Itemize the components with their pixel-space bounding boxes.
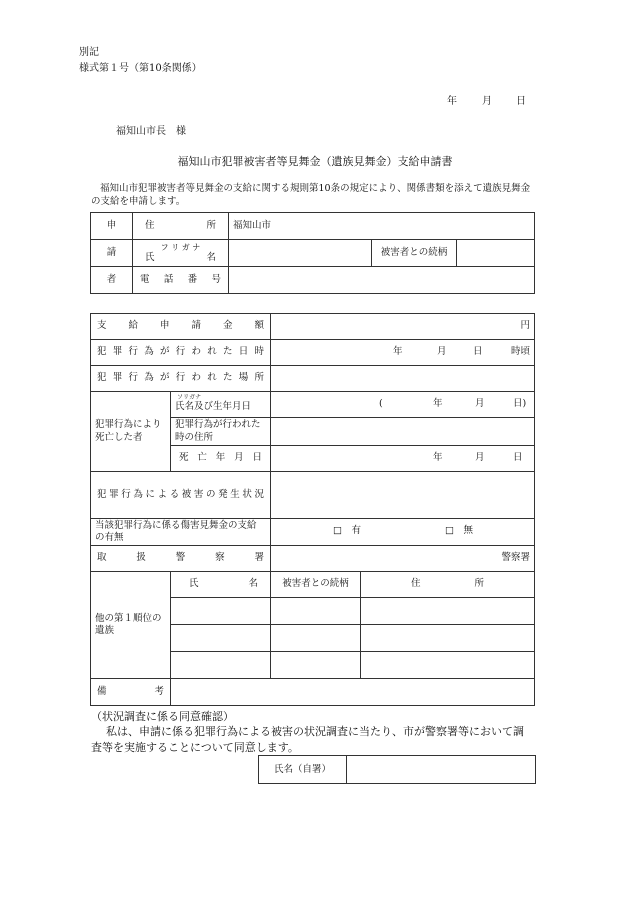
heir-1-relation[interactable] bbox=[271, 598, 361, 625]
name-dob-field[interactable] bbox=[271, 392, 535, 418]
police-label: 取扱警察署 bbox=[91, 546, 271, 572]
checkbox-yes[interactable]: □ 有 bbox=[333, 525, 361, 536]
place-field[interactable] bbox=[271, 366, 535, 392]
remarks-label: 備 考 bbox=[91, 679, 171, 706]
phone-field[interactable] bbox=[229, 267, 535, 294]
heir-3-address[interactable] bbox=[361, 652, 535, 679]
dob-paren-open: ( bbox=[379, 397, 383, 409]
col-name-header: 氏 名 bbox=[171, 572, 271, 598]
applicant-table bbox=[90, 212, 535, 294]
form-number: 様式第１号（第10条関係） bbox=[79, 63, 202, 74]
heir-1-address[interactable] bbox=[361, 598, 535, 625]
heir-3-relation[interactable] bbox=[271, 652, 361, 679]
checkbox-no[interactable]: □ 無 bbox=[445, 525, 473, 536]
death-day: 日 bbox=[513, 451, 523, 463]
remarks-field[interactable] bbox=[171, 679, 535, 706]
furigana-label: フ リ ガ ナ bbox=[160, 242, 201, 252]
address-label: 住 所 bbox=[133, 213, 229, 240]
date-month-label: 月 bbox=[482, 96, 492, 107]
consent-text-2: 査等を実施することについて同意します。 bbox=[91, 741, 299, 754]
death-date-label: 死亡年月日 bbox=[171, 446, 271, 472]
main-table bbox=[90, 313, 535, 706]
amount-label: 支給申請金額 bbox=[91, 314, 271, 340]
applicant-side-1: 申 bbox=[91, 213, 133, 240]
furigana-name-label bbox=[133, 240, 229, 267]
signature-box bbox=[258, 755, 536, 784]
address-field[interactable] bbox=[229, 213, 535, 240]
dob-day: 日) bbox=[513, 397, 527, 409]
intro-line-2: の支給を申請します。 bbox=[91, 196, 186, 207]
death-date-field[interactable] bbox=[271, 446, 535, 472]
phone-label: 電 話 番 号 bbox=[133, 267, 229, 294]
address-at-time-label: 犯罪行為が行われた 時の住所 bbox=[171, 418, 271, 446]
dob-year: 年 bbox=[433, 397, 443, 409]
dt-year: 年 bbox=[393, 345, 403, 357]
relation-field[interactable] bbox=[457, 240, 535, 267]
applicant-side-3: 者 bbox=[91, 267, 133, 294]
relation-label: 被害者との続柄 bbox=[372, 240, 457, 267]
heir-1-name[interactable] bbox=[171, 598, 271, 625]
applicant-name-field[interactable] bbox=[229, 240, 372, 267]
address-at-time-field[interactable] bbox=[271, 418, 535, 446]
consent-heading: （状況調査に係る同意確認） bbox=[91, 710, 234, 723]
amount-field[interactable] bbox=[271, 314, 535, 340]
consent-text-1: 私は、申請に係る犯罪行為による被害の状況調査に当たり、市が警察署等において調 bbox=[106, 725, 524, 738]
address-value: 福知山市 bbox=[233, 219, 272, 231]
deceased-label: 犯罪行為により 死亡した者 bbox=[91, 392, 171, 472]
signature-field[interactable] bbox=[347, 756, 535, 783]
police-field[interactable] bbox=[271, 546, 535, 572]
applicant-side-2: 請 bbox=[91, 240, 133, 267]
bekki-label: 別記 bbox=[79, 47, 99, 58]
damage-field[interactable] bbox=[271, 472, 535, 519]
police-suffix: 警察署 bbox=[501, 552, 531, 564]
name-label: 氏 名 bbox=[145, 251, 216, 263]
dt-month: 月 bbox=[437, 345, 447, 357]
name-dob-label: ソリガナ 氏名及び生年月日 bbox=[171, 392, 271, 418]
col-relation-header: 被害者との続柄 bbox=[271, 572, 361, 598]
death-year: 年 bbox=[433, 451, 443, 463]
heir-2-relation[interactable] bbox=[271, 625, 361, 652]
yen-unit: 円 bbox=[520, 320, 531, 332]
furigana-small-label: ソリガナ bbox=[177, 394, 201, 402]
dt-day: 日 bbox=[473, 345, 483, 357]
dt-time: 時頃 bbox=[511, 345, 531, 357]
date-day-label: 日 bbox=[516, 96, 526, 107]
death-month: 月 bbox=[475, 451, 485, 463]
heir-2-name[interactable] bbox=[171, 625, 271, 652]
other-heirs-label: 他の第１順位の 遺族 bbox=[91, 572, 171, 679]
intro-line-1: 福知山市犯罪被害者等見舞金の支給に関する規則第10条の規定により、関係書類を添えて遺族見舞金 bbox=[100, 183, 531, 194]
date-year-label: 年 bbox=[447, 96, 457, 107]
col-address-header: 住 所 bbox=[361, 572, 535, 598]
place-label: 犯罪行為が行われた場所 bbox=[91, 366, 271, 392]
injury-field bbox=[271, 519, 535, 546]
signature-label: 氏名（自署） bbox=[259, 756, 347, 783]
document-title: 福知山市犯罪被害者等見舞金（遺族見舞金）支給申請書 bbox=[177, 155, 453, 168]
datetime-label: 犯罪行為が行われた日時 bbox=[91, 340, 271, 366]
heir-3-name[interactable] bbox=[171, 652, 271, 679]
injury-label: 当該犯罪行為に係る傷害見舞金の支給 の有無 bbox=[91, 519, 271, 546]
heir-2-address[interactable] bbox=[361, 625, 535, 652]
datetime-field[interactable] bbox=[271, 340, 535, 366]
addressee: 福知山市長 様 bbox=[116, 126, 186, 137]
damage-label: 犯罪行為による被害の発生状況 bbox=[91, 472, 271, 519]
dob-month: 月 bbox=[475, 397, 485, 409]
